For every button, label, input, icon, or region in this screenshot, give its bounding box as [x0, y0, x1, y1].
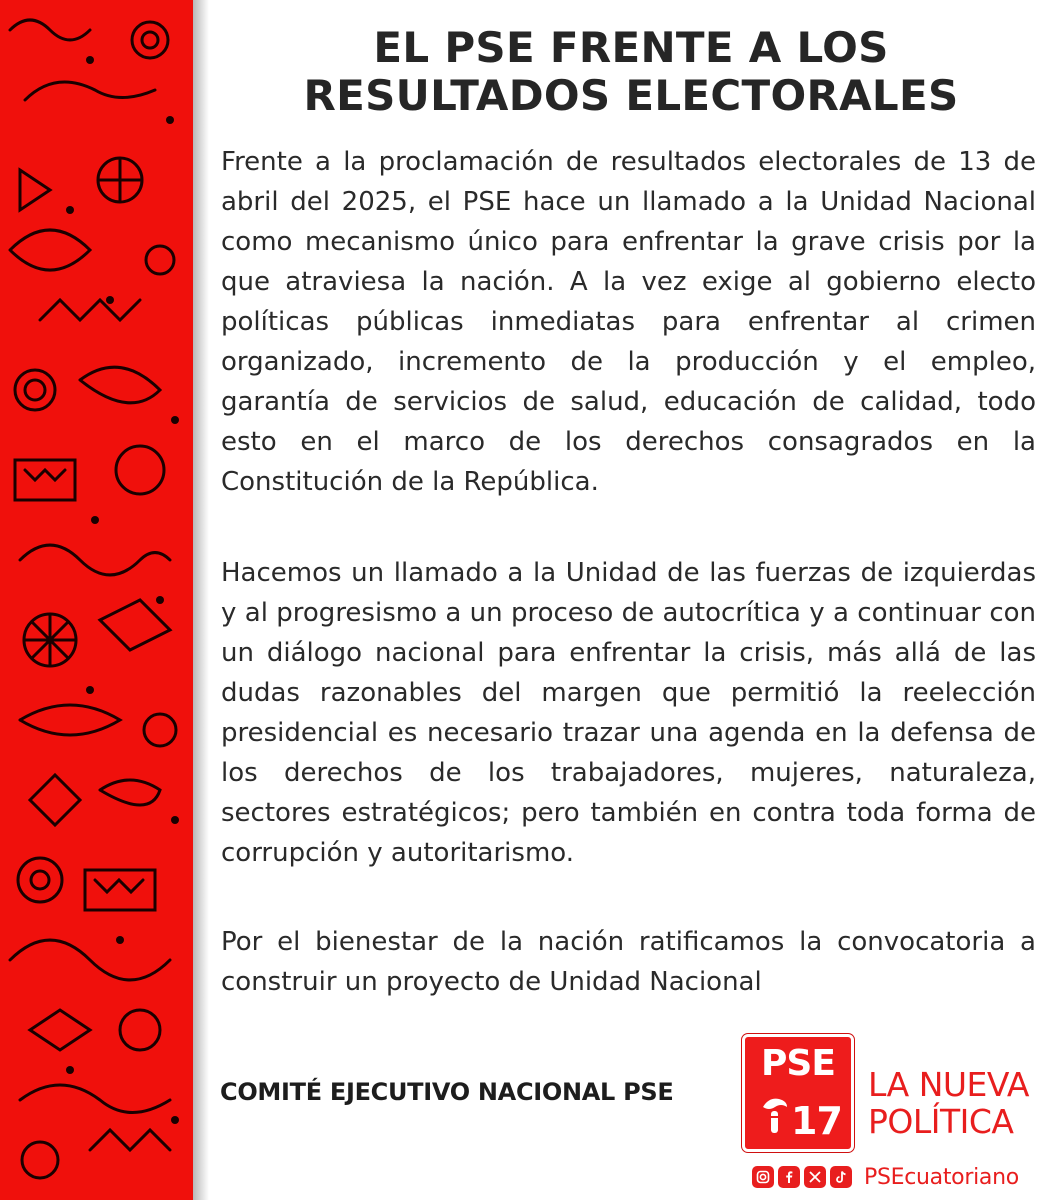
- statement-paragraph-3: Por el bienestar de la nación ratificamos la convocatoria a construir un proyecto de Unidad Nacional: [221, 927, 1036, 997]
- signature: COMITÉ EJECUTIVO NACIONAL PSE: [220, 1078, 674, 1106]
- pse-logo: [742, 1034, 854, 1152]
- slogan: [868, 1066, 1058, 1140]
- x-icon[interactable]: [804, 1166, 826, 1188]
- logo-list-number: 17: [791, 1099, 842, 1143]
- tiktok-icon[interactable]: [830, 1166, 852, 1188]
- statement-paragraph-2: Hacemos un llamado a la Unidad de las fuerzas de izquierdas y al progresismo a un proceso de autocrítica y a continuar con un diálogo nacional para enfrentar la crisis, más allá de las dudas razonables del margen que permitió la reelección presidencial es necesario trazar una agenda en la defensa de los derechos de los trabajadores, mujeres, naturaleza, sectores estratégicos; pero también en contra toda forma de corrupción y autoritarismo.: [221, 558, 1036, 868]
- social-links: [752, 1164, 1019, 1190]
- page-title: EL PSE FRENTE A LOS RESULTADOS ELECTORALES: [303, 23, 959, 120]
- instagram-icon[interactable]: [752, 1166, 774, 1188]
- logo-party-name: PSE: [761, 1043, 835, 1084]
- strip-shadow: [193, 0, 209, 1200]
- facebook-icon[interactable]: [778, 1166, 800, 1188]
- ethnic-pattern-graphic: [0, 0, 193, 1200]
- slogan-line-1: LA NUEVA: [868, 1065, 1029, 1104]
- statement-paragraph-1: Frente a la proclamación de resultados electorales de 13 de abril del 2025, el PSE hace un llamado a la Unidad Nacional como mecanismo único para enfrentar la grave crisis por la que atraviesa la nación. A la vez exige al gobierno electo políticas públicas inmediatas para enfrentar al crimen organizado, incremento de la producción y el empleo, garantía de servicios de salud, educación de calidad, todo esto en el marco de los derechos consagrados en la Constitución de la República.: [221, 147, 1036, 497]
- torch-emblem-icon: [757, 1093, 791, 1139]
- slogan-line-2: POLÍTICA: [868, 1102, 1014, 1141]
- decorative-pattern-strip: [0, 0, 193, 1200]
- social-handle[interactable]: PSEcuatoriano: [864, 1164, 1019, 1190]
